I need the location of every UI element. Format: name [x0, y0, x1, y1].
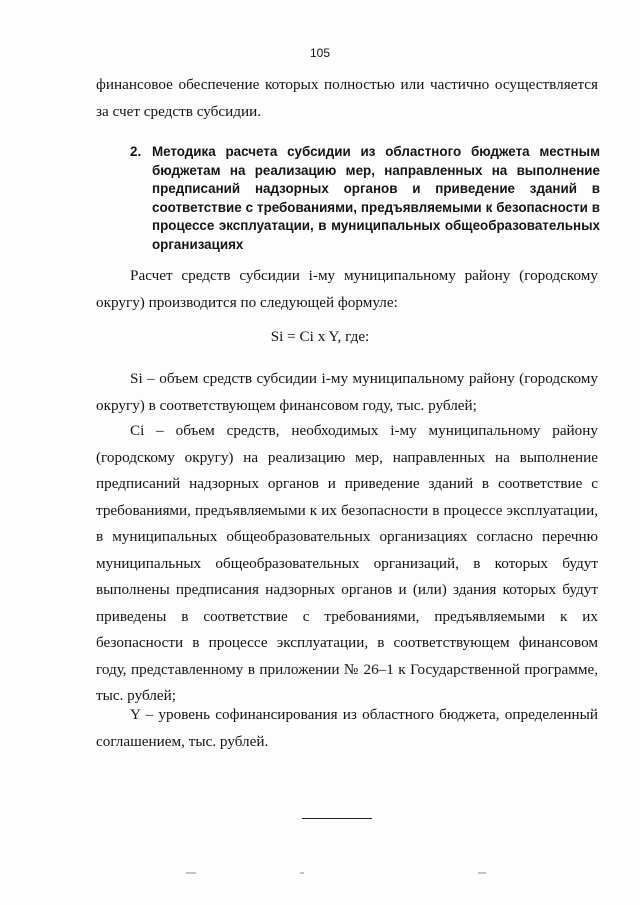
formula: Si = Ci x Y, где:	[270, 328, 370, 345]
scan-speck	[186, 872, 196, 874]
section-title: Методика расчета субсидии из областного бюджета местным бюджетам на реализацию мер, направленных на выполнение предписаний надзорных органов и приведение зданий в соответствие с требованиями, предъявляемыми к безопасности в процессе эксплуатации, в муниципальных общеобразовательных организациях	[152, 144, 600, 252]
paragraph-ci-definition: Ci – объем средств, необходимых i-му муниципальному району (городскому округу) на реализацию мер, направленных на выполнение предписаний надзорных органов и приведение зданий в соответствие с требованиями, предъявляемыми к их безопасности в процессе эксплуатации, в муниципальных общеобразовательных организациях согласно перечню муниципальных общеобразовательных организаций, в которых будут выполнены предписания надзорных органов и (или) здания которых будут приведены в соответствие с требованиями, предъявляемыми к их безопасности в процессе эксплуатации, в соответствующем финансовом году, представленному в приложении № 26–1 к Государственной программе, тыс. рублей;	[96, 422, 598, 704]
paragraph-y-definition: Y – уровень софинансирования из областного бюджета, определенный соглашением, тыс. рублей.	[96, 706, 598, 750]
paragraph-si-definition: Si – объем средств субсидии i-му муниципальному району (городскому округу) в соответствующем финансовом году, тыс. рублей;	[96, 370, 598, 414]
paragraph-continuation: финансовое обеспечение которых полностью или частично осуществляется за счет средств субсидии.	[96, 76, 598, 120]
section-heading	[130, 143, 600, 254]
end-separator-line	[302, 818, 372, 819]
section-number: 2.	[130, 144, 142, 159]
page-number: 105	[309, 46, 331, 60]
scan-speck	[300, 872, 304, 874]
paragraph-intro: Расчет средств субсидии i-му муниципальному району (городскому округу) производится по следующей формуле:	[96, 267, 598, 311]
scan-speck	[478, 872, 486, 874]
